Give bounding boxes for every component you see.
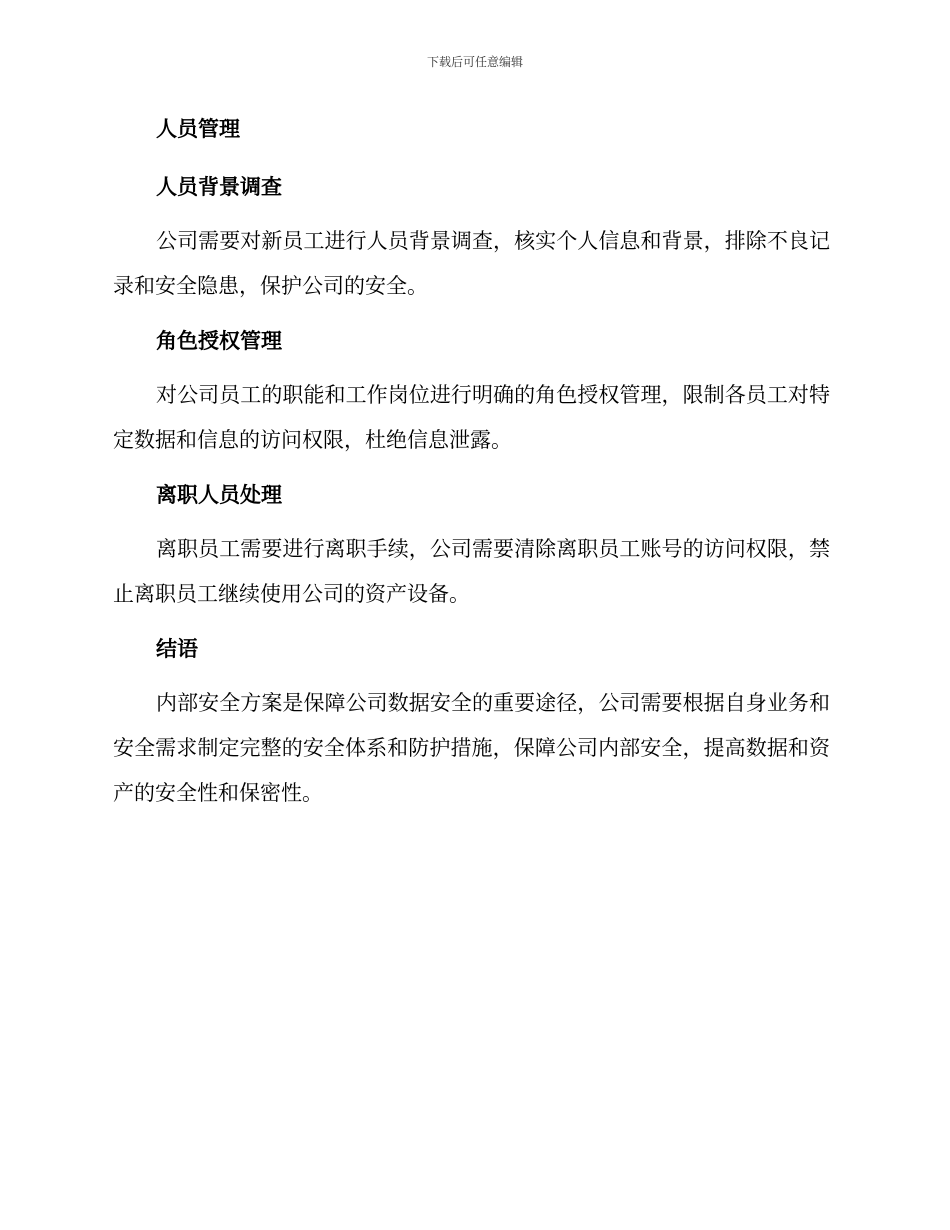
paragraph-role-authorization: 对公司员工的职能和工作岗位进行明确的角色授权管理，限制各员工对特定数据和信息的访问权限，杜绝信息泄露。 [113, 383, 830, 452]
page-header-note: 下载后可任意编辑 [426, 55, 523, 69]
section-heading-departing-staff: 离职人员处理 [156, 483, 282, 507]
section-heading-conclusion: 结语 [156, 637, 198, 661]
section-heading-personnel-management: 人员管理 [156, 117, 240, 141]
section-heading-background-check: 人员背景调查 [156, 175, 282, 199]
paragraph-background-check: 公司需要对新员工进行人员背景调查，核实个人信息和背景，排除不良记录和安全隐患，保护公司的安全。 [113, 229, 830, 298]
paragraph-departing-staff: 离职员工需要进行离职手续，公司需要清除离职员工账号的访问权限，禁止离职员工继续使用公司的资产设备。 [113, 537, 830, 606]
section-heading-role-authorization: 角色授权管理 [156, 329, 282, 353]
document-body [113, 110, 830, 829]
paragraph-conclusion: 内部安全方案是保障公司数据安全的重要途径，公司需要根据自身业务和安全需求制定完整的安全体系和防护措施，保障公司内部安全，提高数据和资产的安全性和保密性。 [113, 691, 830, 805]
